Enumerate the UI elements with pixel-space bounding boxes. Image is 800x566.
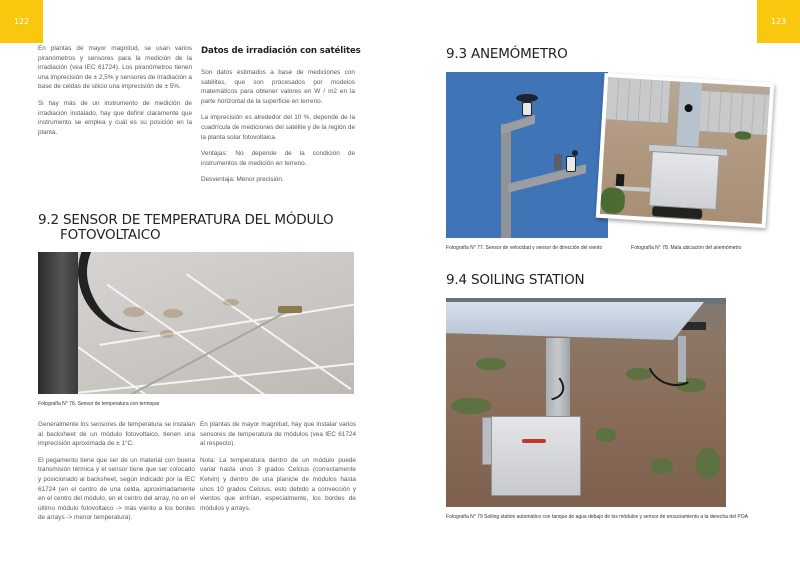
water-tank-box: [491, 416, 581, 496]
thermocouple-sensor: [278, 306, 302, 313]
pv-module: [446, 302, 704, 340]
photo-caption-78: Fotografía N° 78. Mala ubicación del anemómetro: [631, 245, 742, 251]
paragraph: Si hay más de un instrumento de medición de irradiación instalado, hay que definir claramente que instrumento se emplea y cuál es su posición en la planta.: [38, 99, 192, 136]
paragraph: Son datos estimados a base de mediciones con satélites, que son procesados por modelos matemáticos para obtener valores en W / m2 en la parte horizontal de la superficie en terreno.: [201, 69, 355, 105]
wind-direction-sensor: [566, 156, 576, 172]
photo-bad-anemometer-location: [596, 73, 775, 228]
section-title-line: FOTOVOLTAICO: [60, 227, 161, 243]
page-number-text: 122: [13, 17, 30, 26]
paragraph: En plantas de mayor magnitud, se usan varios piranómetros y sensores para la medición de la irradiación (vea IEC 61724). Los piranómetros tienen una imprecisión de ± 2,5% y sensores de irradiación a base de celdas de silicio una imprecisión de ± 5%.: [38, 45, 192, 91]
misplaced-anemometer: [616, 174, 625, 186]
photo-caption-76: Fotografía N° 76. Sensor de temperatura con termopar: [38, 401, 160, 407]
paragraph: Desventaja: Menor precisión.: [201, 176, 284, 184]
page-number-text: 123: [770, 17, 787, 26]
paragraph: El pegamento tiene que ser de un material con buena transmisión térmica y el sensor tiene que ser colocado y posicionado al backsheet, según indicado por la IEC 61724 (en el centro de una celda, aproximadamente en el centro del módulo, en el centro del array, no en el último módulo fotovoltaico -> más viento a los bordes de arrays -> menor temperatura).: [38, 456, 195, 522]
temperature-text-col1: [38, 420, 195, 523]
photo-caption-77: Fotografía N° 77. Sensor de velocidad y sensor de dirección del viento: [446, 245, 603, 251]
temperature-text-col2: [200, 420, 356, 513]
section-title-9-2: [38, 213, 333, 243]
module-frame: [38, 252, 78, 394]
section-title-line: 9.2 SENSOR DE TEMPERATURA DEL MÓDULO: [38, 212, 334, 228]
section-title-9-4: 9.4 SOILING STATION: [446, 272, 585, 288]
paragraph: Generalmente los sensores de temperatura se instalan al backsheet de un módulo fotovoltaico, tienen una imprecisión aproximada de ± 1°C.: [38, 421, 195, 448]
paragraph: La imprecisión es alrededor del 10 %, depende de la cuadrícula de mediciones del satélite y de la región de la planta solar fotovoltaica.: [201, 114, 355, 141]
photo-anemometer: [446, 72, 608, 238]
paragraph: Ventajas: No depende de la condición de instrumentos de medición en terreno.: [201, 150, 355, 167]
intro-text-column: [38, 44, 192, 137]
page-number-left: [0, 0, 43, 43]
photo-caption-79: Fotografía N° 79 Soiling station automático con tanque de agua debajo de los módulos y sensor de ensuciamiento a la derecha del POA: [446, 514, 748, 520]
page-number-right: [757, 0, 800, 43]
photo-temperature-sensor: [38, 252, 354, 394]
satellite-heading: Datos de irradiación con satélites: [201, 46, 361, 56]
wind-speed-sensor: [522, 102, 532, 116]
satellite-text-column: [201, 68, 355, 185]
paragraph: En plantas de mayor magnitud, hay que instalar varios sensores de temperatura de módulos (vea IEC 61724 al respecto).: [200, 421, 356, 448]
section-title-9-3: 9.3 ANEMÓMETRO: [446, 46, 568, 62]
photo-soiling-station: [446, 298, 726, 507]
paragraph: Nota: La temperatura dentro de un módulo puede variar hasta unos 3 grados Celcius (correctamente Kelvin) y dentro de una planicie de módulos hasta unos 10 grados Celcius, esto debido a convección y vientos que enfrían, especialmente, los bordes de módulos y arrays.: [200, 456, 356, 512]
